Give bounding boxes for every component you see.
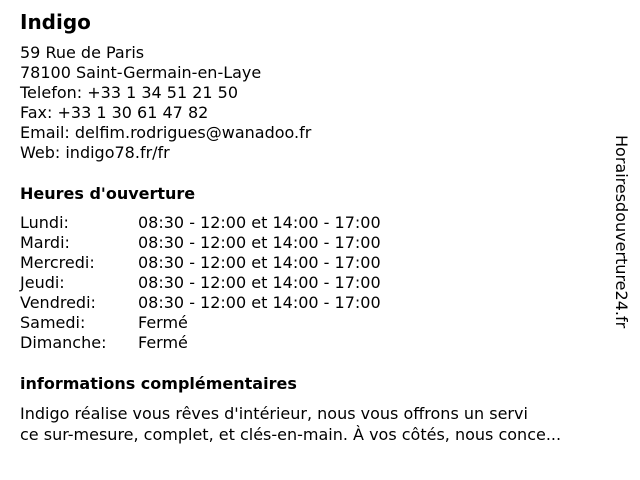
day-label: Samedi: — [20, 313, 86, 332]
day-hours: Fermé — [138, 333, 188, 352]
opening-hours-table — [20, 213, 381, 353]
opening-hours-heading: Heures d'ouverture — [20, 184, 196, 203]
day-label: Jeudi: — [20, 273, 65, 292]
hours-row-saturday — [20, 313, 381, 333]
hours-row-sunday — [20, 333, 381, 353]
day-hours: 08:30 - 12:00 et 14:00 - 17:00 — [138, 233, 381, 252]
contact-block — [20, 43, 311, 163]
day-hours: 08:30 - 12:00 et 14:00 - 17:00 — [138, 253, 381, 272]
day-hours: 08:30 - 12:00 et 14:00 - 17:00 — [138, 273, 381, 292]
info-line-2: ce sur-mesure, complet, et clés-en-main. À vos côtés, nous conce... — [20, 425, 562, 444]
info-line-1: Indigo réalise vous rêves d'intérieur, nous vous offrons un servi — [20, 404, 528, 423]
day-label: Mercredi: — [20, 253, 95, 272]
additional-info-text — [20, 403, 620, 445]
hours-row-tuesday — [20, 233, 381, 253]
hours-row-thursday — [20, 273, 381, 293]
email-address: Email: delfim.rodrigues@wanadoo.fr — [20, 123, 312, 142]
day-label: Vendredi: — [20, 293, 96, 312]
day-hours: 08:30 - 12:00 et 14:00 - 17:00 — [138, 213, 381, 232]
hours-row-friday — [20, 293, 381, 313]
address-line-1: 59 Rue de Paris — [20, 43, 145, 62]
hours-row-monday — [20, 213, 381, 233]
day-hours: 08:30 - 12:00 et 14:00 - 17:00 — [138, 293, 381, 312]
day-label: Dimanche: — [20, 333, 107, 352]
day-label: Mardi: — [20, 233, 70, 252]
phone-number: Telefon: +33 1 34 51 21 50 — [20, 83, 239, 102]
website-address: Web: indigo78.fr/fr — [20, 143, 170, 162]
watermark-text: Horairesdouverture24.fr — [612, 135, 631, 329]
additional-info-heading: informations complémentaires — [20, 374, 297, 393]
day-hours: Fermé — [138, 313, 188, 332]
site-watermark — [611, 135, 631, 371]
fax-number: Fax: +33 1 30 61 47 82 — [20, 103, 209, 122]
hours-row-wednesday — [20, 253, 381, 273]
address-line-2: 78100 Saint-Germain-en-Laye — [20, 63, 262, 82]
business-name: Indigo — [20, 10, 91, 34]
day-label: Lundi: — [20, 213, 69, 232]
